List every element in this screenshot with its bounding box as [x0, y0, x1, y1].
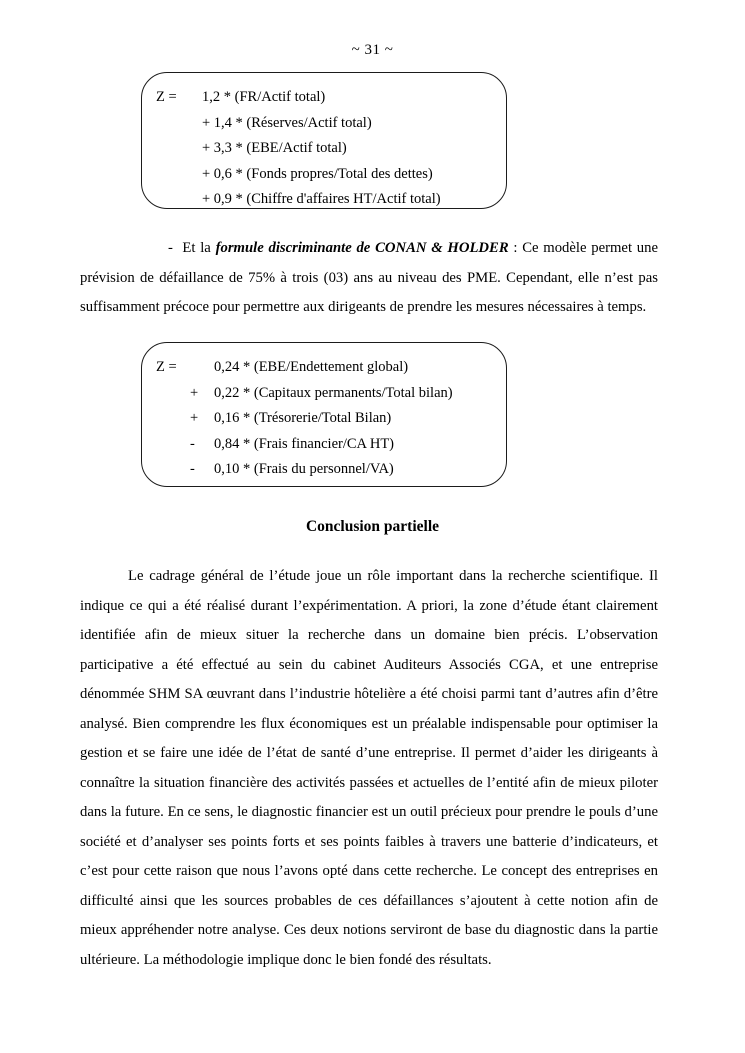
formula-term: 0,84 * (Frais financier/CA HT): [214, 435, 395, 452]
formula-term: + 1,4 * (Réserves/Actif total): [202, 114, 372, 131]
formula-lead: [142, 381, 190, 407]
paragraph-rest: : Ce modèle permet une prévision de défaillance de 75% à trois (03) ans au niveau des PME. Cependant, elle n’est pas suffisamment précoce pour permettre aux dirigeants de prendre les mesures nécessaires à temps.: [80, 240, 658, 315]
formula-lead: [142, 187, 190, 213]
formula-lines: [142, 73, 506, 213]
formula-lead: [142, 406, 190, 432]
formula-term: + 0,6 * (Fonds propres/Total des dettes): [202, 165, 433, 182]
list-dash: -: [168, 240, 173, 256]
formula-term: + 0,9 * (Chiffre d'affaires HT/Actif total): [202, 191, 441, 207]
formula-lead: [142, 111, 190, 137]
formula-operator: +: [190, 384, 199, 401]
formula-term: 0,22 * (Capitaux permanents/Total bilan): [214, 384, 453, 401]
formula-operator: [190, 355, 206, 381]
formula-line: [142, 162, 506, 188]
formula-line: [142, 406, 506, 432]
formula-line: [142, 457, 506, 483]
formula-lead: [142, 457, 190, 483]
formula-lines: [142, 343, 506, 483]
paragraph-emphasis: formule discriminante de CONAN & HOLDER: [215, 240, 509, 256]
formula-line: [142, 355, 506, 381]
formula-box-conan-holder: [141, 342, 507, 487]
paragraph-lead-text: Et la: [182, 240, 216, 256]
section-title: Conclusion partielle: [305, 518, 440, 535]
formula-line: [142, 381, 506, 407]
formula-operator: +: [190, 410, 199, 426]
formula-lead: Z =: [156, 89, 177, 105]
formula-term: 0,16 * (Trésorerie/Total Bilan): [214, 410, 392, 426]
formula-line: [142, 136, 506, 162]
formula-box-altman: [141, 72, 507, 209]
formula-lead: [142, 136, 190, 162]
formula-lead: Z =: [156, 359, 177, 375]
paragraph-conclusion: [80, 562, 658, 975]
formula-operator: -: [190, 435, 195, 452]
paragraph-conan-holder: [80, 234, 658, 323]
formula-line: [142, 111, 506, 137]
paragraph-text: Le cadrage général de l’étude joue un rôle important dans la recherche scientifique. Il indique ce qui a été réalisé durant l’expérimentation. A priori, la zone d’étude étant clairement identifiée afin de mieux situer la recherche dans un domaine bien précis. L’observation participative a été effectué au sein du cabinet Auditeurs Associés CGA, et une entreprise dénommée SHM SA œuvrant dans l’industrie hôtelière a été choisi parmi tant d’autres afin d’être analysé. Bien comprendre les flux économiques est un préalable indispensable pour optimiser la gestion et se faire une idée de l’état de santé d’une entreprise. Il permet d’aider les dirigeants à connaître la situation financière des activités passées et actuelles de l’entité afin de mieux piloter dans la future. En ce sens, le diagnostic financier est un outil précieux pour prendre le pouls d’une société et d’analyser ses points forts et ses points faibles à travers une batterie d’indicateurs, et c’est pour cette raison que nous l’avons opté dans cette recherche. Le concept des entreprises en difficulté ainsi que les sources probables de ces défaillances s’ajoutent à cette notion afin de mieux appréhender notre analyse. Ces deux notions serviront de base du diagnostic dans la partie ultérieure. La méthodologie implique donc le bien fondé des résultats.: [80, 568, 658, 968]
formula-term: 0,10 * (Frais du personnel/VA): [214, 461, 394, 477]
formula-line: [142, 432, 506, 458]
formula-term: + 3,3 * (EBE/Actif total): [202, 140, 347, 156]
page-number: ~ 31 ~: [351, 42, 394, 58]
formula-lead: [142, 432, 190, 458]
formula-lead: [142, 162, 190, 188]
formula-term: 1,2 * (FR/Actif total): [202, 89, 326, 105]
formula-term: 0,24 * (EBE/Endettement global): [214, 359, 409, 375]
formula-line: [142, 85, 506, 111]
formula-line: [142, 187, 506, 213]
formula-operator: -: [190, 461, 195, 477]
